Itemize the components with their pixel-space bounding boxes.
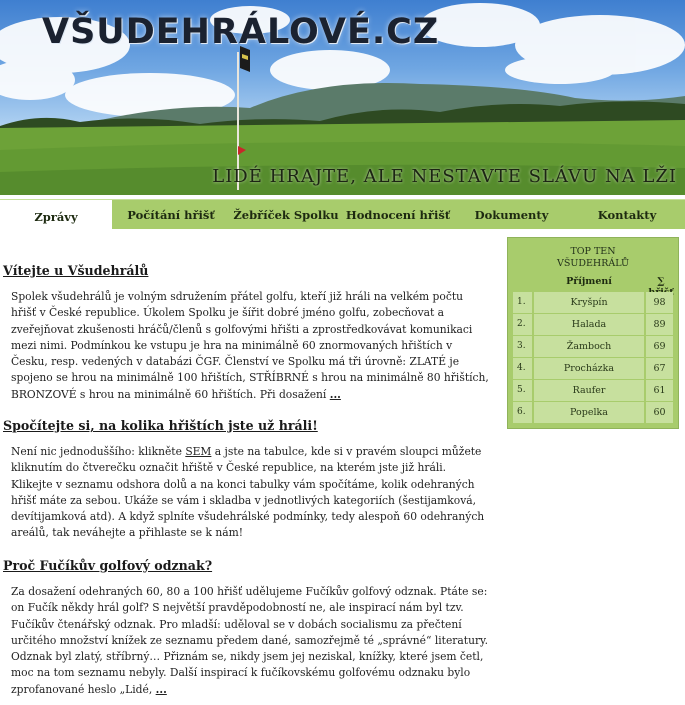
nav-item-hodnoceni-hrist[interactable]: Hodnocení hřišť [345, 208, 451, 222]
name-cell: Kryšpín [534, 292, 644, 313]
article-text: Za dosažení odehraných 60, 80 a 100 hřišť udělujeme Fučíkův golfový odznak. Ptáte se: on Fučík někdy hrál golf? S největší pravděpodobností ne, ale inspirací nám byl tzv. Fučíkův čtenářský odznak. Pro mladší: uděloval se v dobách socialismu za přečtení určitého množství knížek ze seznamu předem dané, samozřejmě té „správné“ literatury. Odznak byl zlatý, stříbrný… Přiznám se, nikdy jsem jej neziskal, knížky, které jsem četl, moc na tom seznamu nebyly. Další inspirací k fučíkovskému golfovému odznaku bylo zprofanované heslo „Lidé, [11, 585, 489, 696]
sem-link[interactable]: SEM [185, 445, 212, 458]
article-heading-spocitejte[interactable]: Spočítejte si, na kolika hřištích jste už hráli! [3, 418, 318, 433]
rank-cell: 3. [513, 336, 532, 357]
top-ten-title [508, 246, 678, 270]
nav-item-kontakty[interactable]: Kontakty [597, 208, 657, 222]
name-cell: Popelka [534, 402, 644, 423]
article-text: Není nic jednoduššího: klikněte [11, 445, 186, 458]
score-cell: 60 [646, 402, 673, 423]
score-cell: 61 [646, 380, 673, 401]
top-ten-table [507, 237, 679, 429]
article-body-spocitejte [11, 444, 491, 542]
site-slogan: LIDÉ HRAJTE, ALE NESTAVTE SLÁVU NA LŽI [212, 166, 677, 187]
rank-cell: 1. [513, 292, 532, 313]
table-row [513, 292, 673, 313]
read-more-link[interactable]: ... [329, 387, 341, 401]
top-ten-title-line2: VŠUDEHRÁLŮ [556, 258, 630, 269]
table-row [513, 402, 673, 423]
table-row [513, 380, 673, 401]
name-cell: Halada [534, 314, 644, 335]
article-heading-fucikuv-odznak[interactable]: Proč Fučíkův golfový odznak? [3, 558, 213, 573]
score-cell: 67 [646, 358, 673, 379]
article-body-fucikuv-odznak [11, 584, 491, 698]
top-ten-title-line1: TOP TEN [570, 246, 616, 257]
nav-item-zpravy[interactable]: Zprávy [0, 200, 112, 230]
article-text: Spolek všudehrálů je volným sdružením přátel golfu, kteří již hráli na velkém počtu hřišť v České republice. Úkolem Spolku je šířit dobré jméno golfu, zobecňovat a zveřejňovat zkušenosti hráčů/členů s golfovými hřišti a zprostředkovávat komunikaci mezi nimi. Podmínkou ke vstupu je hra na minimálně 60 znormovaných hřištích v Česku, resp. vedených v databázi ČGF. Členství ve Spolku má tři úrovně: ZLATÉ je spojeno se hrou na minimálně 100 hřištích, STŘÍBRNÉ s hrou na minimálně 80 hřištích, BRONZOVÉ s hrou na minimálně 60 hřištích. Při dosažení [11, 290, 489, 401]
article-heading-vitejte[interactable]: Vítejte u Všudehrálů [3, 263, 149, 278]
rank-cell: 5. [513, 380, 532, 401]
name-cell: Procházka [534, 358, 644, 379]
score-cell: 98 [646, 292, 673, 313]
nav-item-dokumenty[interactable]: Dokumenty [474, 208, 549, 222]
article-text: a jste na tabulce, kde si v pravém sloupci můžete kliknutím do čtverečku označit hřiště v České republice, na kterém jste již hráli. Klikejte v seznamu odshora dolů a na konci tabulky vám spočítáme, kolik odehraných hřišť máte za sebou. Ukáže se vám i skladba v jednotlivých kategoriích (šestijamková, devítijamková atd). A když splníte všudehrálské podmínky, tedy alespoň 60 odehraných areálů, tak neváhejte a přihlaste se k nám! [11, 445, 485, 540]
score-cell: 69 [646, 336, 673, 357]
score-cell: 89 [646, 314, 673, 335]
table-row [513, 358, 673, 379]
nav-item-pocitani-hrist[interactable]: Počítání hřišť [127, 208, 215, 222]
rank-cell: 6. [513, 402, 532, 423]
main-nav [0, 199, 685, 229]
column-header-surname: Příjmení [566, 276, 612, 287]
column-header-courses: ∑ [657, 276, 665, 287]
site-title: VŠUDEHRÁLOVÉ.CZ [42, 12, 440, 52]
nav-item-zebricek-spolku[interactable]: Žebříček Spolku [233, 208, 339, 222]
table-row [513, 314, 673, 335]
table-row [513, 336, 673, 357]
read-more-link[interactable]: ... [155, 682, 167, 696]
rank-cell: 2. [513, 314, 532, 335]
header-banner [0, 0, 685, 195]
name-cell: Raufer [534, 380, 644, 401]
name-cell: Žamboch [534, 336, 644, 357]
rank-cell: 4. [513, 358, 532, 379]
article-body-vitejte [11, 289, 491, 403]
